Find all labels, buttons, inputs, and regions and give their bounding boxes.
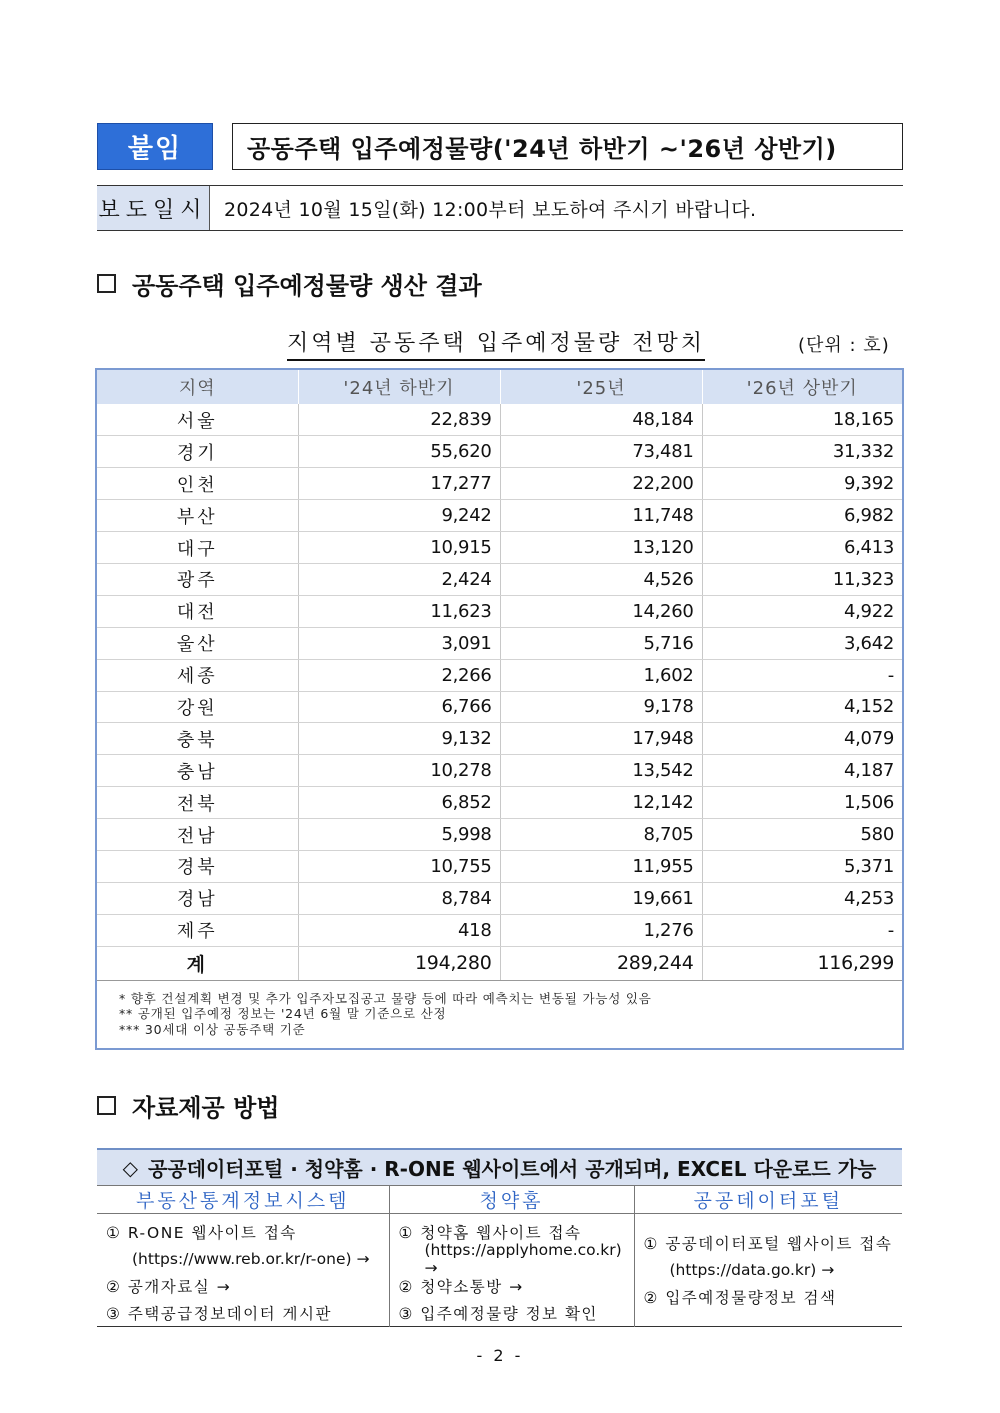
value-cell: 18,165 bbox=[702, 404, 902, 436]
step-line: ① 청약홈 웹사이트 접속 bbox=[398, 1223, 582, 1242]
step-line: ② 공개자료실 → bbox=[106, 1277, 232, 1296]
region-cell: 울산 bbox=[97, 627, 298, 659]
value-cell: 9,392 bbox=[702, 468, 902, 500]
value-cell: 6,766 bbox=[298, 691, 500, 723]
table-row bbox=[97, 723, 902, 755]
provision-headline bbox=[97, 1148, 902, 1185]
region-cell: 충남 bbox=[97, 755, 298, 787]
value-cell: 4,922 bbox=[702, 595, 902, 627]
table-row bbox=[97, 691, 902, 723]
note-line: * 향후 건설계획 변경 및 추가 입주자모집공고 물량 등에 따라 예측치는 변동될 가능성 있음 bbox=[119, 990, 652, 1006]
value-cell: 11,955 bbox=[500, 850, 702, 882]
value-cell: 194,280 bbox=[298, 946, 500, 980]
table-row bbox=[97, 468, 902, 500]
release-text: 2024년 10월 15일(화) 12:00부터 보도하여 주시기 바랍니다. bbox=[224, 198, 757, 221]
value-cell: 8,705 bbox=[500, 819, 702, 851]
table-notes bbox=[97, 981, 902, 1038]
section-heading-results bbox=[97, 266, 482, 301]
provision-column-header: 공공데이터포털 bbox=[634, 1186, 902, 1214]
column-header: '25년 bbox=[500, 370, 702, 404]
table-unit: (단위 : 호) bbox=[798, 335, 890, 356]
region-cell: 부산 bbox=[97, 500, 298, 532]
release-label: 보도일시 bbox=[97, 186, 210, 230]
value-cell: 17,277 bbox=[298, 468, 500, 500]
provision-column-header: 부동산통계정보시스템 bbox=[97, 1186, 389, 1214]
provision-table bbox=[97, 1185, 902, 1327]
region-cell: 광주 bbox=[97, 563, 298, 595]
table-row bbox=[97, 500, 902, 532]
section-title: 공동주택 입주예정물량 생산 결과 bbox=[132, 272, 482, 300]
value-cell: 9,132 bbox=[298, 723, 500, 755]
checkbox-icon bbox=[97, 1096, 116, 1115]
page-number: - 2 - bbox=[476, 1346, 524, 1365]
value-cell: 1,506 bbox=[702, 787, 902, 819]
step-line: ② 입주예정물량정보 검색 bbox=[643, 1289, 837, 1307]
value-cell: 48,184 bbox=[500, 404, 702, 436]
value-cell: 31,332 bbox=[702, 436, 902, 468]
value-cell: 73,481 bbox=[500, 436, 702, 468]
value-cell: 6,982 bbox=[702, 500, 902, 532]
column-header: '24년 하반기 bbox=[298, 370, 500, 404]
provision-column-header: 청약홈 bbox=[389, 1186, 634, 1214]
value-cell: 1,602 bbox=[500, 659, 702, 691]
value-cell: 4,152 bbox=[702, 691, 902, 723]
value-cell: 12,142 bbox=[500, 787, 702, 819]
value-cell: 580 bbox=[702, 819, 902, 851]
section-title: 자료제공 방법 bbox=[132, 1094, 280, 1122]
region-cell: 경기 bbox=[97, 436, 298, 468]
value-cell: 5,371 bbox=[702, 850, 902, 882]
provision-headline-text: 공공데이터포털 · 청약홈 · R-ONE 웹사이트에서 공개되며, EXCEL 다운로드 가능 bbox=[148, 1157, 877, 1181]
table-row bbox=[97, 882, 902, 914]
table-row bbox=[97, 755, 902, 787]
attachment-badge: 붙임 bbox=[97, 123, 213, 170]
value-cell: 3,091 bbox=[298, 627, 500, 659]
value-cell: 9,178 bbox=[500, 691, 702, 723]
region-cell: 서울 bbox=[97, 404, 298, 436]
step-line: ③ 입주예정물량 정보 확인 bbox=[398, 1304, 598, 1323]
value-cell: 116,299 bbox=[702, 946, 902, 980]
value-cell: 3,642 bbox=[702, 627, 902, 659]
region-cell: 세종 bbox=[97, 659, 298, 691]
release-info bbox=[97, 185, 903, 231]
region-cell: 제주 bbox=[97, 914, 298, 946]
region-cell: 경남 bbox=[97, 882, 298, 914]
value-cell: 22,839 bbox=[298, 404, 500, 436]
value-cell: - bbox=[702, 914, 902, 946]
value-cell: 22,200 bbox=[500, 468, 702, 500]
table-row bbox=[97, 404, 902, 436]
diamond-icon: ◇ bbox=[122, 1155, 139, 1180]
table-row bbox=[97, 787, 902, 819]
value-cell: 1,276 bbox=[500, 914, 702, 946]
forecast-table-container bbox=[95, 368, 904, 1050]
note-line: *** 30세대 이상 공동주택 기준 bbox=[119, 1021, 306, 1037]
value-cell: 19,661 bbox=[500, 882, 702, 914]
step-line: ① 공공데이터포털 웹사이트 접속 bbox=[643, 1235, 893, 1253]
value-cell: 11,748 bbox=[500, 500, 702, 532]
region-cell: 충북 bbox=[97, 723, 298, 755]
table-row bbox=[97, 532, 902, 564]
value-cell: 2,424 bbox=[298, 563, 500, 595]
value-cell: 6,413 bbox=[702, 532, 902, 564]
provision-box bbox=[97, 1148, 902, 1327]
value-cell: 5,998 bbox=[298, 819, 500, 851]
table-row bbox=[97, 436, 902, 468]
table-row bbox=[97, 595, 902, 627]
value-cell: 4,079 bbox=[702, 723, 902, 755]
value-cell: 418 bbox=[298, 914, 500, 946]
document-title: 공동주택 입주예정물량('24년 하반기 ~'26년 상반기) bbox=[232, 123, 903, 170]
column-header: 지역 bbox=[97, 370, 298, 404]
region-cell: 대전 bbox=[97, 595, 298, 627]
table-caption: 지역별 공동주택 입주예정물량 전망치 bbox=[287, 326, 705, 361]
table-row bbox=[97, 914, 902, 946]
value-cell: 8,784 bbox=[298, 882, 500, 914]
value-cell: 13,120 bbox=[500, 532, 702, 564]
value-cell: 2,266 bbox=[298, 659, 500, 691]
region-cell: 경북 bbox=[97, 850, 298, 882]
value-cell: 55,620 bbox=[298, 436, 500, 468]
region-cell: 강원 bbox=[97, 691, 298, 723]
table-row bbox=[97, 850, 902, 882]
region-cell: 대구 bbox=[97, 532, 298, 564]
value-cell: 13,542 bbox=[500, 755, 702, 787]
url-link[interactable]: (https://data.go.kr) → bbox=[669, 1261, 835, 1279]
step-line: ② 청약소통방 → bbox=[398, 1277, 524, 1296]
column-header: '26년 상반기 bbox=[702, 370, 902, 404]
region-cell: 전북 bbox=[97, 787, 298, 819]
forecast-table bbox=[97, 370, 902, 981]
table-header-row bbox=[97, 370, 902, 404]
url-link[interactable]: (https://www.reb.or.kr/r-one) → bbox=[132, 1249, 370, 1268]
table-row bbox=[97, 563, 902, 595]
url-link[interactable]: (https://applyhome.co.kr) → bbox=[424, 1240, 622, 1277]
provision-steps-applyhome bbox=[389, 1214, 634, 1327]
section-heading-provision bbox=[97, 1088, 279, 1123]
provision-steps-reb bbox=[97, 1214, 389, 1327]
value-cell: 10,915 bbox=[298, 532, 500, 564]
value-cell: 11,623 bbox=[298, 595, 500, 627]
note-line: ** 공개된 입주예정 정보는 '24년 6월 말 기준으로 산정 bbox=[119, 1006, 447, 1022]
value-cell: 289,244 bbox=[500, 946, 702, 980]
value-cell: 4,253 bbox=[702, 882, 902, 914]
value-cell: 10,755 bbox=[298, 850, 500, 882]
value-cell: 10,278 bbox=[298, 755, 500, 787]
total-row bbox=[97, 946, 902, 980]
value-cell: 5,716 bbox=[500, 627, 702, 659]
table-row bbox=[97, 627, 902, 659]
value-cell: 4,187 bbox=[702, 755, 902, 787]
region-cell: 전남 bbox=[97, 819, 298, 851]
value-cell: - bbox=[702, 659, 902, 691]
table-row bbox=[97, 659, 902, 691]
step-line: ③ 주택공급정보데이터 게시판 bbox=[106, 1304, 332, 1323]
value-cell: 14,260 bbox=[500, 595, 702, 627]
value-cell: 4,526 bbox=[500, 563, 702, 595]
value-cell: 9,242 bbox=[298, 500, 500, 532]
checkbox-icon bbox=[97, 274, 116, 293]
value-cell: 11,323 bbox=[702, 563, 902, 595]
region-cell: 계 bbox=[97, 946, 298, 980]
value-cell: 6,852 bbox=[298, 787, 500, 819]
value-cell: 17,948 bbox=[500, 723, 702, 755]
step-line: ① R-ONE 웹사이트 접속 bbox=[106, 1223, 297, 1242]
table-row bbox=[97, 819, 902, 851]
region-cell: 인천 bbox=[97, 468, 298, 500]
provision-steps-datagokr bbox=[634, 1214, 902, 1327]
